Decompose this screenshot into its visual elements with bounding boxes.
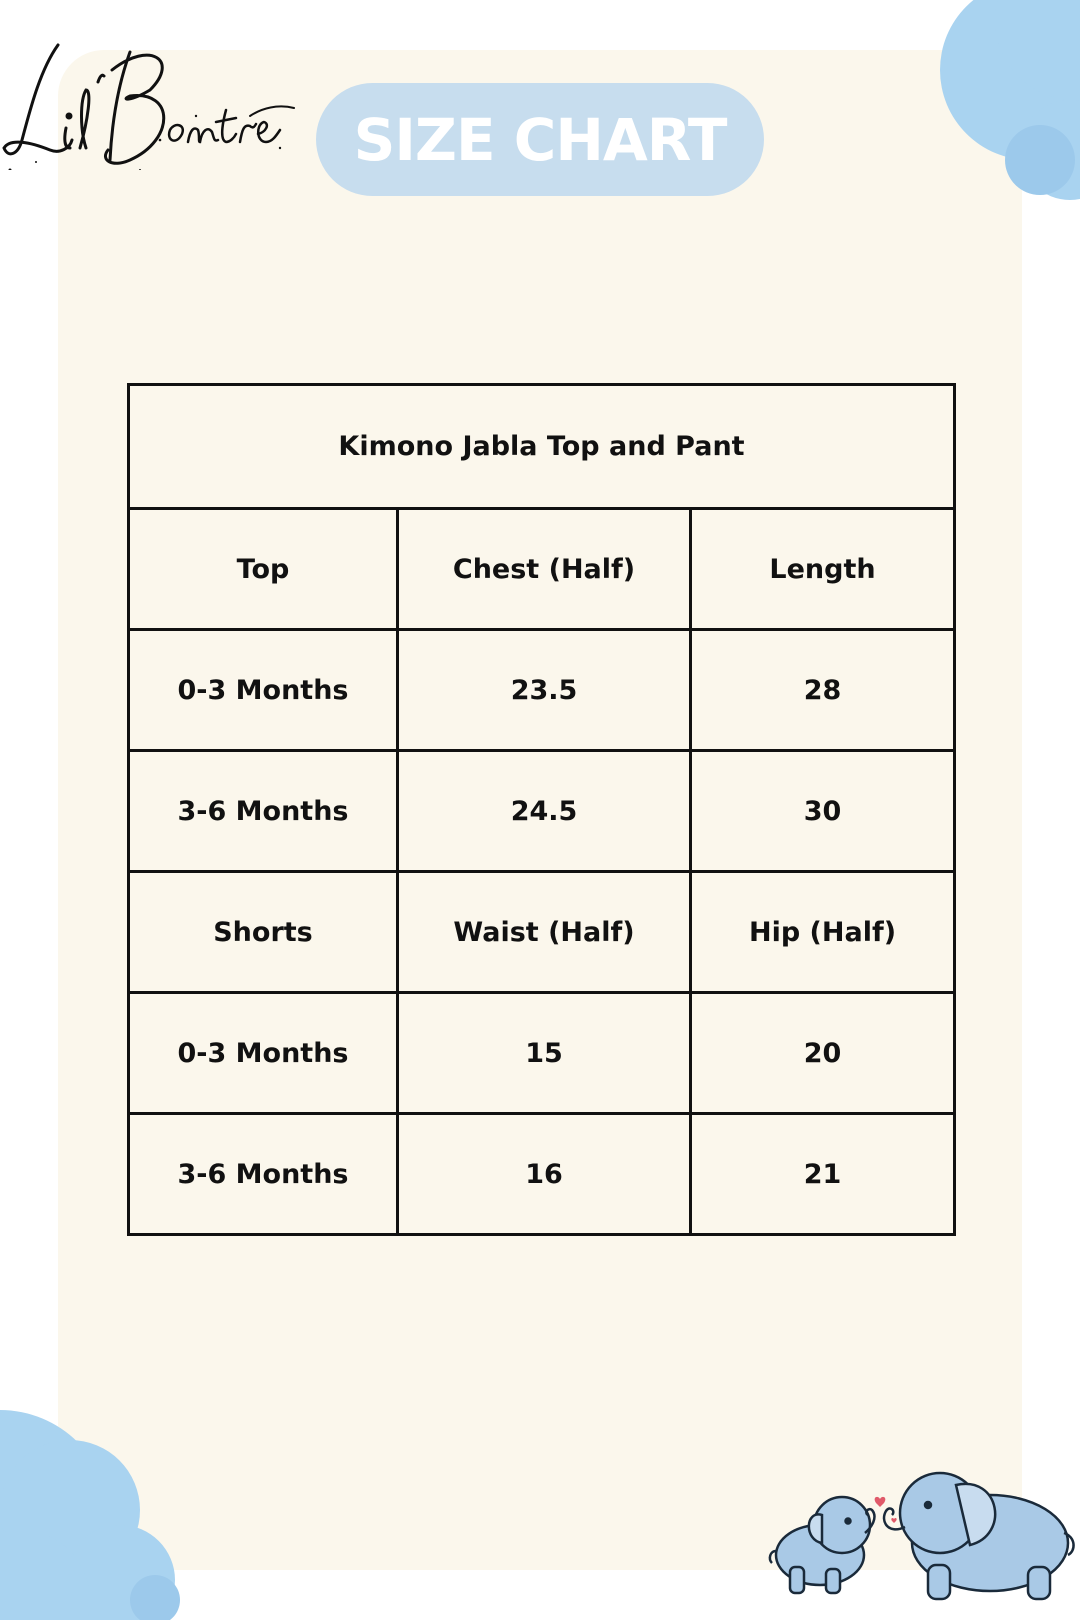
table-cell: Top — [129, 509, 398, 630]
table-header-row-top — [129, 509, 955, 630]
table-title-row — [129, 385, 955, 509]
logo-script-icon — [0, 30, 300, 170]
table-row — [129, 1114, 955, 1235]
table-title: Kimono Jabla Top and Pant — [129, 385, 955, 509]
size-table — [127, 383, 956, 1236]
table-cell: 28 — [691, 630, 955, 751]
table-cell: 0-3 Months — [129, 993, 398, 1114]
table-cell: 0-3 Months — [129, 630, 398, 751]
table-header-row-shorts — [129, 872, 955, 993]
elephants-illustration — [760, 1455, 1080, 1605]
elephant-icon — [884, 1473, 1074, 1599]
table-row — [129, 993, 955, 1114]
brand-logo — [0, 30, 300, 170]
page-title: SIZE CHART — [353, 105, 727, 174]
elephant-icon — [770, 1497, 875, 1593]
table-cell: 3-6 Months — [129, 1114, 398, 1235]
table-cell: Hip (Half) — [691, 872, 955, 993]
table-cell: 20 — [691, 993, 955, 1114]
size-chart-banner — [316, 83, 764, 196]
table-cell: 30 — [691, 751, 955, 872]
table-cell: 3-6 Months — [129, 751, 398, 872]
table-cell: Chest (Half) — [398, 509, 691, 630]
table-cell: 24.5 — [398, 751, 691, 872]
table-cell: 16 — [398, 1114, 691, 1235]
table-cell: 21 — [691, 1114, 955, 1235]
table-cell: Waist (Half) — [398, 872, 691, 993]
table-row — [129, 751, 955, 872]
table-cell: 15 — [398, 993, 691, 1114]
table-cell: Length — [691, 509, 955, 630]
table-row — [129, 630, 955, 751]
table-cell: 23.5 — [398, 630, 691, 751]
table-cell: Shorts — [129, 872, 398, 993]
